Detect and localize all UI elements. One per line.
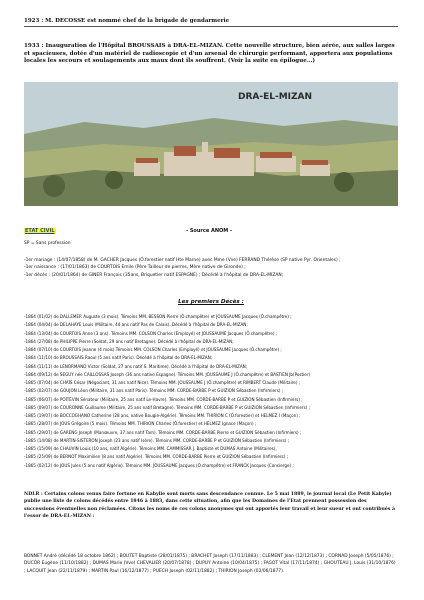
first-event-line: -1er décès : (20/01/1864) de GINER François (35ans, Briquetier natif ESPAGNE) ; Décédé à l'hôpital de DRA-EL-MIZAN; [24, 272, 284, 278]
death-entry: -1865 (09/07) de COURONNE Guillaume (Militaire, 25 ans natif Bretagne). Témoins MM. CORDE-BARBE P et GUIZION Sébastien (Infirmiers) ; [24, 404, 311, 410]
death-entry: -1864 (11/10) de BROUSSAIS Raoul (5 ans natif Paris). Décédé à l'hôpital de DRA-EL-MIZAN; [24, 355, 213, 361]
death-entry: -1865 (15/09) de CHAUVIN Louis (10 ans, natif Algérie). Témoins MM. CAMMISSAR J. Baptiste et DUMAS Antoine (Militaires), [24, 446, 277, 451]
death-entry: -1864 (09/12) de SEGUY née CAILLOSSAS Joseph (36 ans native Espagne). Témoins MM. JOUSSAUME J (Ô.champêtre) et BASTIEN Jb(Postier) [24, 371, 311, 377]
ndlr-paragraph: NDLR : Certains colons venus faire fortune en Kabylie sont morts sans descendance connue. Le 5 mai 1889, le journal local (Le Petit Kabyle) publie une liste de colons décédés entre 1846 à 1883, dans cette situation, afin que les Domaines de l'Etat prennent possession des successions éventuelles non réclamées. Citons les noms de ces colons anonymes qui ont apportés leur travail et leur sueur et ont contribués à l'essor de DRA-EL-MIZAN : [24, 492, 396, 520]
town-photo-illustration [24, 82, 398, 206]
first-event-line: -1er mariage : (14/07/1858) de M. GACHER Jacques (Ô.forestier natif Hte Marne) avec Mme (Vve) FERRAND Thérèse (SP native Pyr. Orientales) ; [24, 258, 341, 263]
deaths-title: Les premiers Décès : [178, 299, 244, 305]
death-entry: -1864 (27/08) de PHILIPPE Pierre (Soldat, 29 ans natif Bretagne). Décédé à l'hôpital de DRA-EL-MIZAN; [24, 338, 234, 344]
death-entry: -1865 (07/04) de CHAÏS César (Négociant, 31 ans natif Nice). Témoins MM. JOUSSAUME J (Ô.champêtre) et RIMBERT Claude (Militaire) ; [24, 380, 301, 385]
deaths-list [24, 313, 398, 470]
death-entry: -1865 (02/07) de GOUJON Léon (Militaire, 31 ans natif Paris). Témoins MM. CORDE-BARBE P et GUIZION Sébastien (Infirmiers) ; [24, 388, 284, 394]
death-entry: -1864 (07/10) de COURTOIS Jeanne (4 mois).Témoins MM. COLSON Charles (Employé) et JOUSSAUME Jacques (Ô.champêtre) ; [24, 347, 282, 352]
first-events-list [24, 257, 398, 279]
intro-paragraph: 1933 : Inauguration de l'Hôpital BROUSSAIS à DRA-EL-MIZAN. Cette nouvelle structure, bien aérée, aux salles larges et spacieuses, dotée d'un matériel de radioscopie et d'un arsenal de chirurgie performant, apportera aux populations locales les secours et soulagements aux maux dont ils souffrent. (Voir la suite en épilogue…) [24, 43, 395, 65]
death-entry: -1865 (25/09) de BERNOT Maximilien (8 ans natif Algérie). Témoins MM. CORDE-BARBE Pierre et GUIZION Sébastien (Infirmiers) ; [24, 454, 288, 460]
source-label: - Source ANOM - [186, 228, 233, 234]
death-entry: -1864 (04/04) de DELAHAYE Louis (Militaire, 44 ans natif Pas de Calais). Décédé à l'hôpital de DRA-EL-MIZAN; [24, 322, 248, 328]
death-entry: -1865 (29/07) de GARENG Joseph (Manœuvre, 37 ans natif Tarn). Témoins MM. CORDE-BARBE Pierre et GUIZION Sébastien (Infirmiers) ; [24, 429, 302, 435]
document-header: 1923 : M. DECOSSE est nommé chef de la brigade de gendarmerie [24, 17, 398, 27]
death-entry: -1864 (13/04) de COURTOIS Anne (3 ans). Témoins MM. COLSON Charles (Employé) et JOUSSAUME Jacques (Ô.champêtre) ; [24, 330, 278, 336]
colon-names-list: BONNET André (décédé 18 octobre 1862) ; BOUTET Baptiste (28/01/1875) ; BRACHET Joseph (17/11/1883) ; CLEMENT Jean (12/12/1873) ; CORNAD Joseph (5/05/1876) ; DUCÔR Eugène (11/10/1882) ; DUMAS Marie (Vve) CHEVALIER (20/07/1878) ; DUPUY Antoine (10/04/1875) ; FAGOT Vital (17/11/1874) ; GHOUTEAU J. Louis (31/10/1876) ; LACQUIT Jean (22/11/1879) ; MARTIN Paul (16/12/1877) ; PUECH Joseph (02/11/1882) ; THIRION Joseph (02/06/1877). [24, 554, 396, 574]
first-event-line: -1er naissance : (17/01/1863) de COURTOIS Emile (Père Tailleur de pierres, Mère native de Gironde) ; [24, 265, 246, 271]
death-entry: -1864 (01/02) de DALLEMER Auguste (3 mois). Témoins MM. BESSON Pierre (Ô.champêtre) et JOUSSAUME Jacques (Ô.champêtre) ; [24, 314, 292, 319]
death-entry: -1865 (19/07) de BOCCOGHANO Catherine (28 ans, native Bougie-Algérie). Témoins MM. THIRION C (Ô.forestier) et HELMEZ I (Maçon) ; [24, 413, 301, 418]
sp-note: SP = Sans profession [24, 241, 71, 246]
death-entry: -1865 (14/08) de MARTIN-SISTERON Joseph (23 ans natif Isère). Témoins MM. CORDE-BARBE P et GUIZION Sébastien (Infirmiers) ; [24, 437, 290, 443]
death-entry: -1865 (02/12) de JOUS Jules (5 ans natif Algérie). Témoins MM. JOUSSAUME Jacques (Ô.champêtre) et FRANCK Jacques (Concierge) ; [24, 462, 294, 468]
etat-civil-label: ETAT CIVIL [25, 228, 55, 234]
town-photo [24, 82, 398, 206]
death-entry: -1865 (28/07) de JOUS Grégoire (5 mois). Témoins MM. THIRION Charles (Ô.forestier) et HELMEZ Ignace (Maçon) ; [24, 421, 257, 427]
etat-civil-row [24, 228, 398, 236]
death-entry: -1865 (06/07) de POITEVIN Sénateur (Militaire, 25 ans natif Le-Havre). Témoins MM. CORDE-BARBE P et GUIZION Sébastien (Infirmiers) ; [24, 396, 303, 402]
photo-caption: DRA-EL-MIZAN [238, 92, 313, 102]
document-page [24, 0, 398, 600]
death-entry: -1864 (11/11) de LENORMAND Victor (Soldat, 27 ans natif S. Maritime). Décédé à l'hôpital de DRA-EL-MIZAN; [24, 363, 248, 369]
